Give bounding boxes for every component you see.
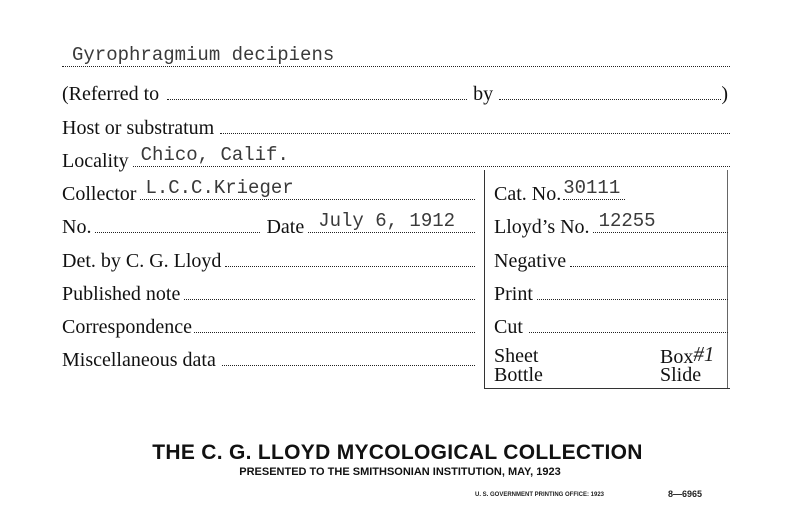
correspondence-label: Correspondence xyxy=(62,316,192,338)
slide-label: Slide xyxy=(660,364,702,386)
date-value: July 6, 1912 xyxy=(318,210,456,232)
correspondence-leader xyxy=(194,312,475,333)
box-label: Box xyxy=(660,346,694,368)
form-number: 8—6965 xyxy=(668,489,703,499)
cat-no-leader xyxy=(563,179,625,200)
correspondence-row xyxy=(62,311,475,337)
sheet-label: Sheet xyxy=(494,345,539,367)
collector-label: Collector xyxy=(62,183,137,205)
negative-leader xyxy=(570,246,728,267)
misc-data-row xyxy=(62,344,475,370)
cat-no-row xyxy=(494,178,724,204)
det-row xyxy=(62,245,475,271)
print-label: Print xyxy=(494,283,533,305)
date-label: Date xyxy=(266,216,305,238)
species-value: Gyrophragmium decipiens xyxy=(72,44,335,66)
collector-leader xyxy=(140,179,475,200)
host-row xyxy=(62,112,730,138)
referred-to-row xyxy=(62,78,728,104)
det-label: Det. by C. G. Lloyd xyxy=(62,250,222,272)
referred-to-leader xyxy=(167,79,467,100)
collection-title: THE C. G. LLOYD MYCOLOGICAL COLLECTION xyxy=(152,441,643,464)
det-leader xyxy=(225,246,475,267)
cat-no-label: Cat. No. xyxy=(494,183,562,205)
locality-value: Chico, Calif. xyxy=(140,144,289,166)
misc-data-leader xyxy=(222,345,475,366)
close-paren: ) xyxy=(721,83,728,105)
collection-subtitle: PRESENTED TO THE SMITHSONIAN INSTITUTION, MAY, 1923 xyxy=(239,466,561,478)
negative-row xyxy=(494,245,728,271)
box-bottom-border xyxy=(484,388,730,389)
collector-value: L.C.C.Krieger xyxy=(145,177,294,199)
by-label: by xyxy=(473,83,494,105)
box-left-border xyxy=(484,170,485,388)
print-row xyxy=(494,278,728,304)
published-note-leader xyxy=(184,279,475,300)
lloyds-no-label: Lloyd’s No. xyxy=(494,216,590,238)
by-leader xyxy=(499,79,721,100)
no-leader xyxy=(95,212,260,233)
print-leader xyxy=(537,279,728,300)
host-label: Host or substratum xyxy=(62,117,215,139)
cut-label: Cut xyxy=(494,316,523,338)
lloyds-no-row xyxy=(494,211,728,237)
printer-imprint: U. S. GOVERNMENT PRINTING OFFICE: 1923 xyxy=(475,492,605,498)
lloyds-no-leader xyxy=(593,212,728,233)
species-row xyxy=(62,45,730,71)
locality-row xyxy=(62,145,730,171)
lloyds-no-value: 12255 xyxy=(598,210,656,232)
date-leader xyxy=(308,212,475,233)
cat-no-value: 30111 xyxy=(563,177,621,199)
cut-row xyxy=(494,311,728,337)
no-date-row xyxy=(62,211,475,237)
cut-leader xyxy=(529,312,728,333)
referred-to-label: (Referred to xyxy=(62,83,160,105)
locality-leader xyxy=(133,146,730,167)
bottle-label: Bottle xyxy=(494,364,543,386)
locality-label: Locality xyxy=(62,150,129,172)
collector-row xyxy=(62,178,475,204)
host-leader xyxy=(220,113,730,134)
negative-label: Negative xyxy=(494,250,567,272)
box-value: #1 xyxy=(693,342,715,366)
no-label: No. xyxy=(62,216,92,238)
species-leader xyxy=(62,46,730,67)
published-note-row xyxy=(62,278,475,304)
misc-data-label: Miscellaneous data xyxy=(62,349,216,371)
published-note-label: Published note xyxy=(62,283,181,305)
